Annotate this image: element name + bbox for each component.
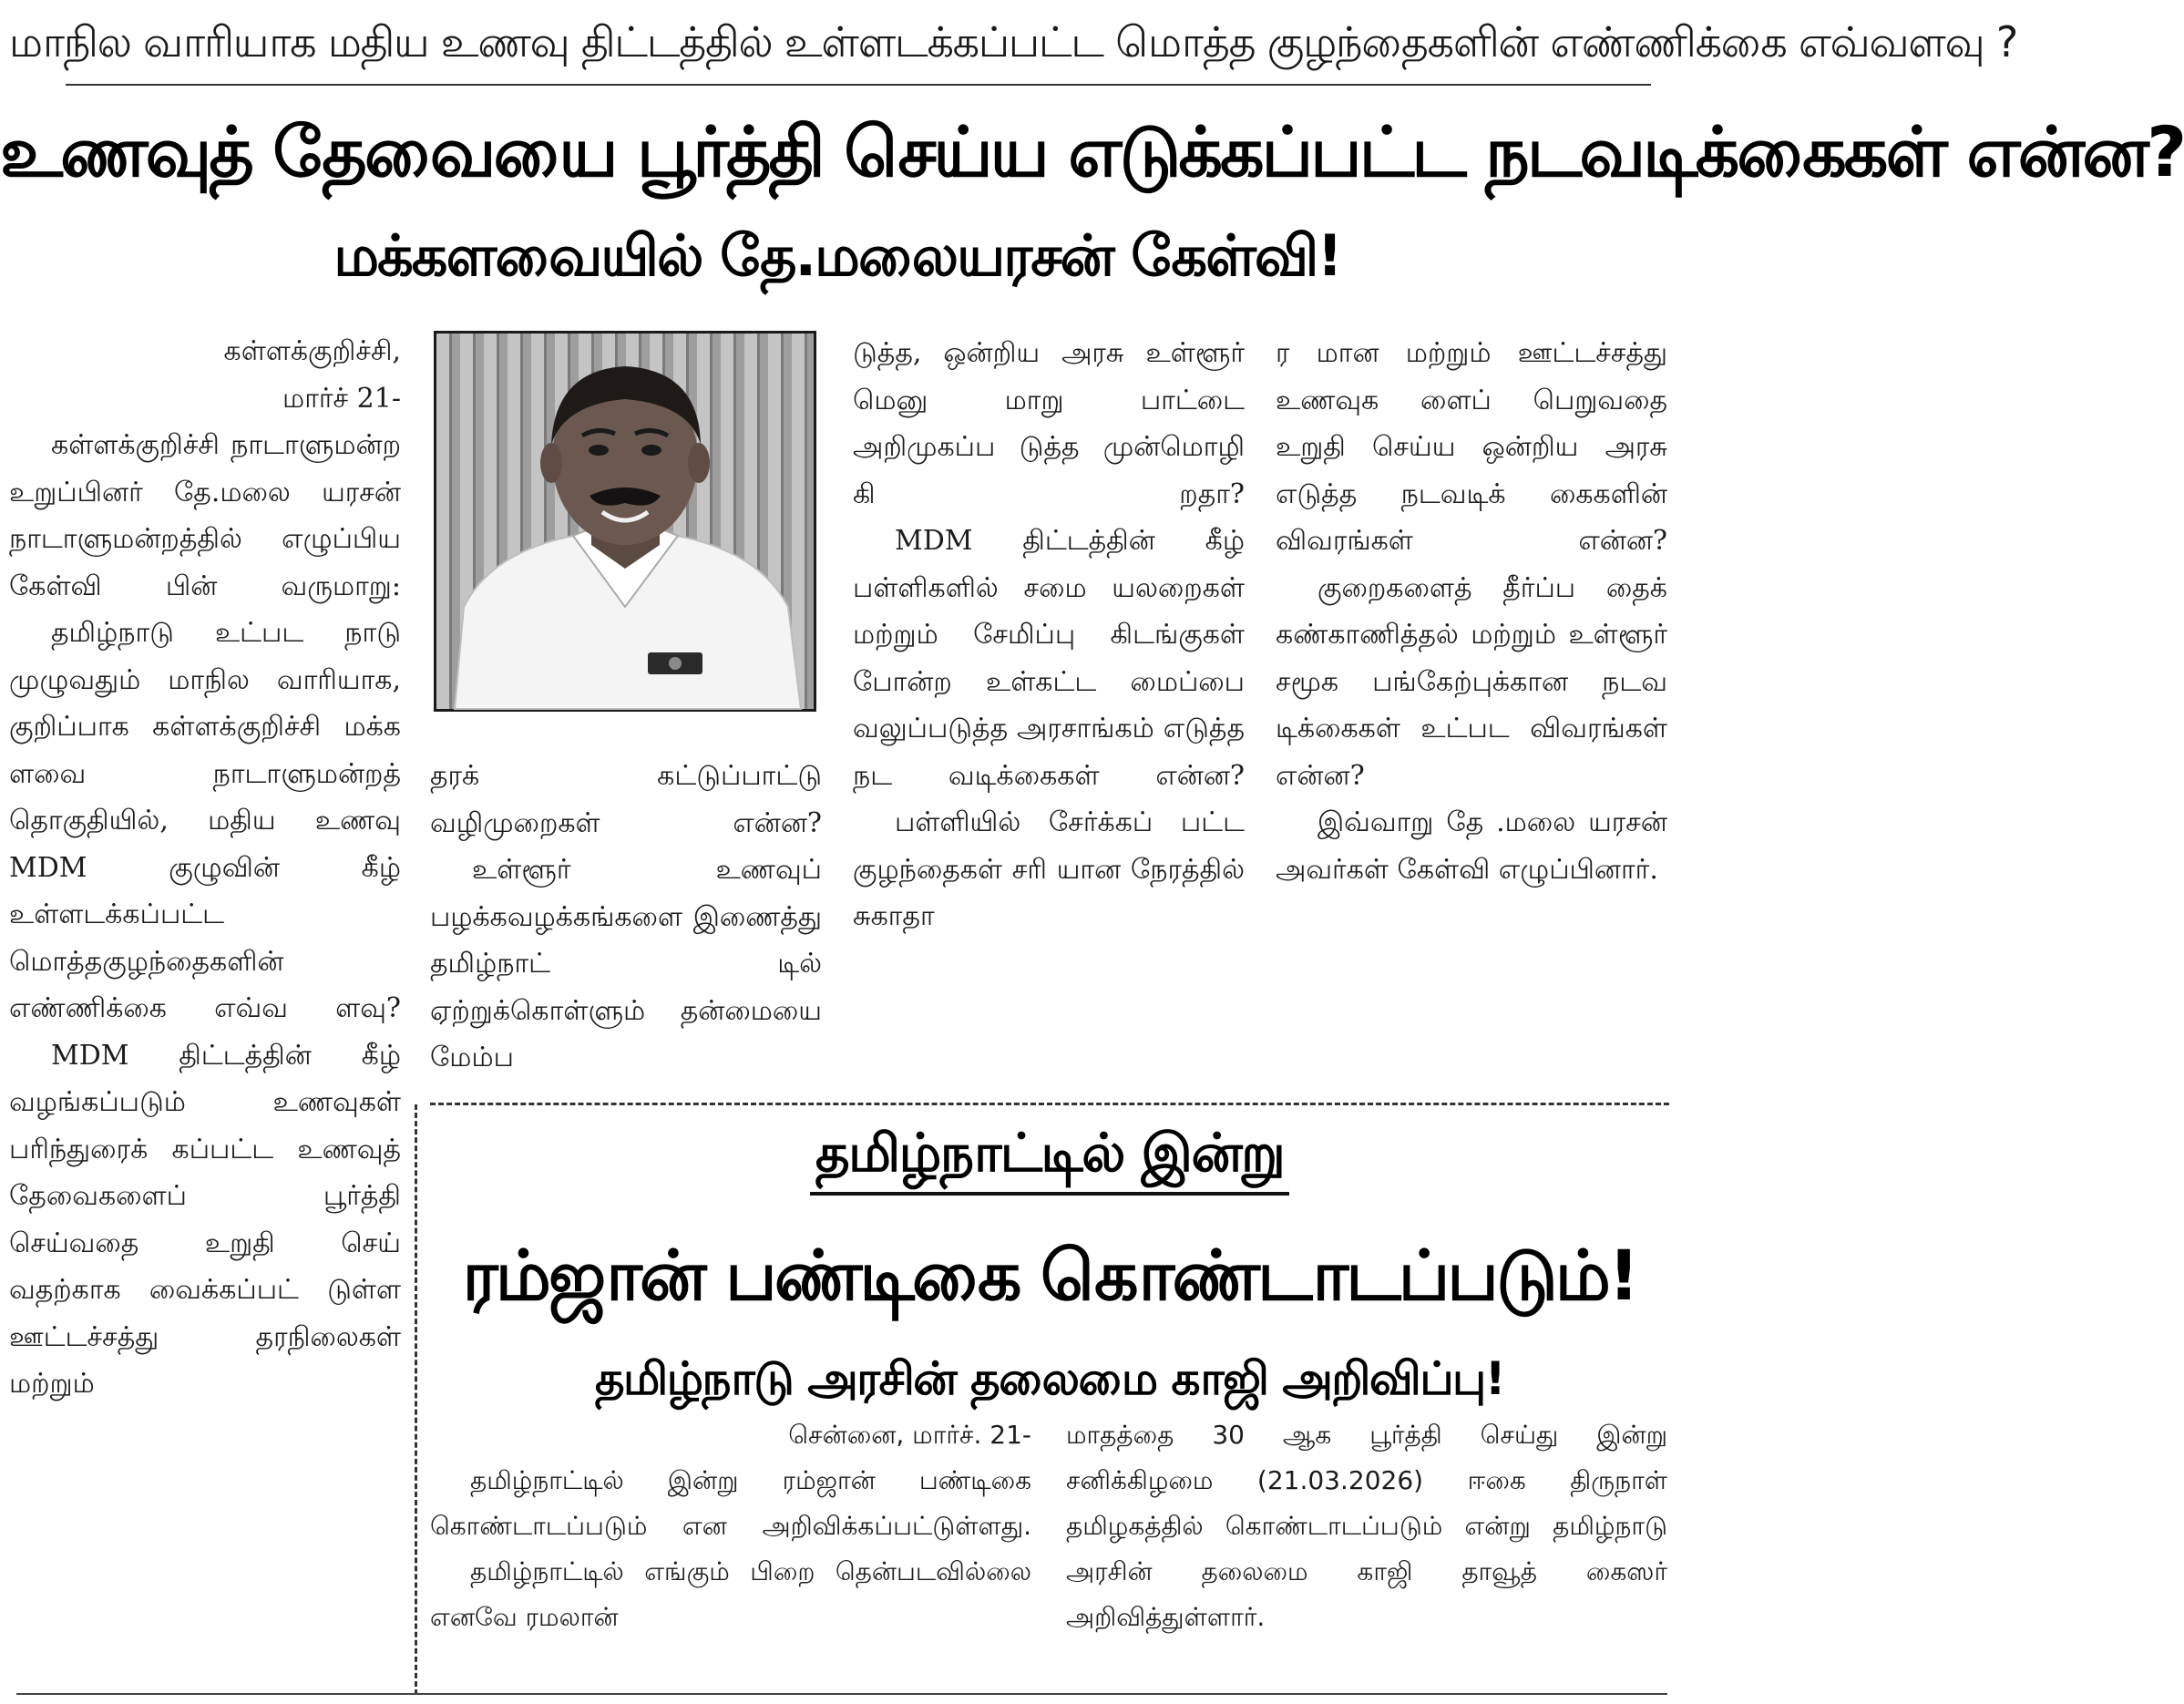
story2-headline: ரம்ஜான் பண்டிகை கொண்டாடப்படும்! [462,1235,1637,1316]
paragraph: குறைகளைத் தீர்ப்ப தைக் கண்காணித்தல் மற்றும் உள்ளூர் சமூக பங்கேற்புக்கான நடவ டிக்கைகள் உட்பட விவரங்கள் என்ன? [1276,571,1667,792]
story2-kicker-wrap [430,1114,1669,1205]
paragraph: MDM திட்டத்தின் கீழ் பள்ளிகளில் சமை யலறைகள் மற்றும் சேமிப்பு கிடங்குகள் போன்ற உள்கட்ட மைப்பை வலுப்படுத்த அரசாங்கம் எடுத்த நட வடிக்கைகள் என்ன? [853,525,1245,792]
paragraph: தமிழ்நாட்டில் எங்கும் பிறை தென்படவில்லை எனவே ரமலான் [430,1556,1031,1632]
story1-headline: உணவுத் தேவையை பூர்த்தி செய்ய எடுக்கப்பட்ட நடவடிக்கைகள் என்ன? [0,111,2184,192]
paragraph: டுத்த, ஒன்றிய அரசு உள்ளூர் மெனு மாறு பாட்டை அறிமுகப்ப டுத்த முன்மொழி கி றதா? [853,337,1245,510]
paragraph: தரக் கட்டுப்பாட்டு வழிமுறைகள் என்ன? [430,760,822,839]
paragraph: பள்ளியில் சேர்க்கப் பட்ட குழந்தைகள் சரி யான நேரத்தில் சுகாதா [853,806,1245,932]
paragraph: சென்னை, மார்ச். 21- [788,1420,1031,1450]
story1-subhead: மக்களவையில் தே.மலையரசன் கேள்வி! [333,222,1341,289]
column-divider-vertical [415,1104,417,1695]
story2-kicker: தமிழ்நாட்டில் இன்று [810,1114,1289,1196]
paragraph: தமிழ்நாடு உட்பட நாடு முழுவதும் மாநில வாரியாக, குறிப்பாக கள்ளக்குறிச்சி மக்க ளவை நாடாளுமன்றத் தொகுதியில், மதிய உணவு MDM குழுவின் கீழ் உள்ளடக்கப்பட்ட மொத்தகுழந்தைகளின் எண்ணிக்கை எவ்வ ளவு? [9,617,401,1024]
mp-portrait-photo [434,331,816,712]
paragraph: MDM திட்டத்தின் கீழ் வழங்கப்படும் உணவுகள் பரிந்துரைக் கப்பட்ட உணவுத் தேவைகளைப் பூர்த்தி செய்வதை உறுதி செய் வதற்காக வைக்கப்பட் டுள்ள ஊட்டச்சத்து தரநிலைகள் மற்றும் [9,1039,401,1400]
paragraph: தமிழ்நாட்டில் இன்று ரம்ஜான் பண்டிகை கொண்டாடப்படும் என அறிவிக்கப்பட்டுள்ளது. [430,1465,1031,1541]
story1-column-1 [9,328,401,1408]
story1-column-4 [1276,330,1667,893]
story2-column-1 [430,1412,1031,1640]
paragraph: மாதத்தை 30 ஆக பூர்த்தி செய்து இன்று சனிக்கிழமை (21.03.2026) ஈகை திருநாள் தமிழகத்தில் கொண்டாடப்படும் என்று தமிழ்நாடு அரசின் தலைமை காஜி தாவூத் கைஸர் அறிவித்துள்ளார். [1066,1420,1667,1632]
story2-column-2 [1066,1412,1667,1640]
paragraph: ர மான மற்றும் ஊட்டச்சத்து உணவுக ளைப் பெறுவதை உறுதி செய்ய ஒன்றிய அரசு எடுத்த நடவடிக் கைகளின் விவரங்கள் என்ன? [1276,337,1667,557]
portrait-image [436,334,814,709]
paragraph: இவ்வாறு தே .மலை யரசன் அவர்கள் கேள்வி எழுப்பினார். [1276,806,1667,886]
bottom-rule [16,1693,1667,1695]
story1-kicker: மாநில வாரியாக மதிய உணவு திட்டத்தில் உள்ளடக்கப்பட்ட மொத்த குழந்தைகளின் எண்ணிக்கை எவ்வளவு ? [9,17,2018,67]
paragraph: கள்ளக்குறிச்சி, [223,335,401,367]
story1-column-2 [430,753,822,1082]
story1-column-3 [853,330,1245,940]
paragraph: மார்ச் 21- [282,382,401,415]
story2-subhead: தமிழ்நாடு அரசின் தலைமை காஜி அறிவிப்பு! [594,1352,1505,1405]
top-rule [66,84,1651,86]
paragraph: உள்ளூர் உணவுப் பழக்கவழக்கங்களை இணைத்து தமிழ்நாட் டில் ஏற்றுக்கொள்ளும் தன்மையை மேம்ப [430,854,822,1073]
paragraph: கள்ளக்குறிச்சி நாடாளுமன்ற உறுப்பினர் தே.மலை யரசன் நாடாளுமன்றத்தில் எழுப்பிய கேள்வி பின் வருமாறு: [9,429,401,602]
story-divider-horizontal [430,1103,1669,1105]
